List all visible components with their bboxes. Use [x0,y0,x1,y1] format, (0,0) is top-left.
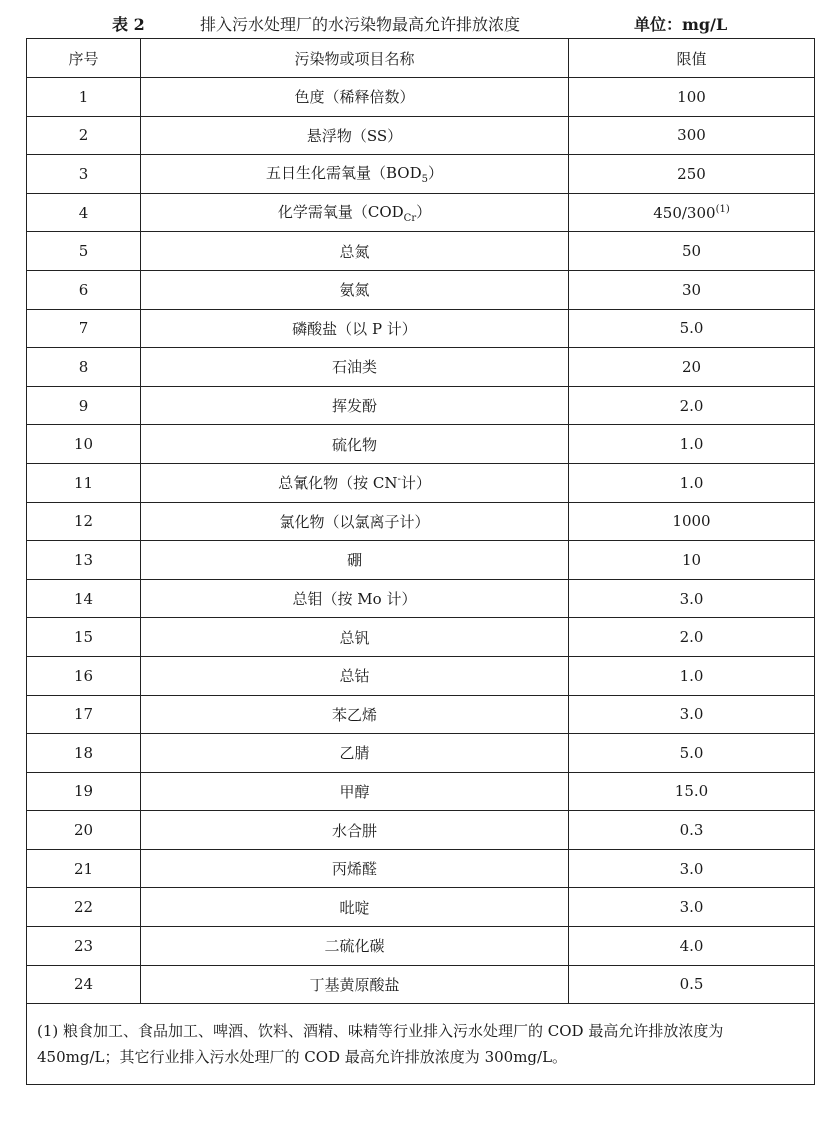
row-serial: 10 [27,425,141,464]
row-serial: 22 [27,888,141,927]
limit-value-text: 2.0 [679,628,704,647]
table-row [27,965,815,1004]
pollutant-name-text: 悬浮物（SS） [306,126,403,145]
row-serial: 4 [27,193,141,232]
row-limit-value [569,734,815,773]
row-serial: 24 [27,965,141,1004]
row-limit-value [569,541,815,580]
pollutant-name-text: 二硫化碳 [324,937,385,956]
limit-value-text: 3.0 [679,705,704,724]
limit-value-text: 3.0 [679,859,704,878]
limit-value-text: 250 [677,164,706,183]
row-limit-value [569,849,815,888]
row-pollutant-name [141,425,569,464]
limit-value-text: 0.3 [679,821,704,840]
table-row [27,656,815,695]
row-pollutant-name [141,348,569,387]
pollutant-name-text: 丁基黄原酸盐 [309,975,400,994]
row-pollutant-name [141,618,569,657]
row-limit-value [569,502,815,541]
row-serial: 2 [27,116,141,155]
pollutant-name-subscript: Cr [403,213,417,225]
row-serial: 7 [27,309,141,348]
table-row [27,772,815,811]
pollutant-name-tail: 计） [400,474,431,493]
table-row [27,270,815,309]
row-limit-value [569,232,815,271]
table-row [27,425,815,464]
row-pollutant-name [141,734,569,773]
table-row [27,502,815,541]
limit-value-text: 20 [681,357,702,376]
row-limit-value [569,193,815,232]
row-limit-value [569,425,815,464]
table-row [27,193,815,232]
table-number: 表 2 [112,15,145,34]
table-row [27,155,815,194]
table-row [27,541,815,580]
limit-footnote-marker: (1) [715,203,730,215]
row-pollutant-name [141,541,569,580]
table-row [27,232,815,271]
row-pollutant-name [141,116,569,155]
pollutant-name-text: 甲醇 [339,782,370,801]
pollutant-name-text: 总氰化物（按 CN [278,474,398,493]
header-limit: 限值 [569,39,815,78]
limit-value-text: 5.0 [679,743,704,762]
row-pollutant-name [141,888,569,927]
row-limit-value [569,579,815,618]
row-pollutant-name [141,155,569,194]
row-pollutant-name [141,463,569,502]
row-pollutant-name [141,656,569,695]
row-pollutant-name [141,811,569,850]
table-row [27,849,815,888]
pollutant-name-text: 石油类 [331,358,377,377]
table-row [27,348,815,387]
row-limit-value [569,811,815,850]
row-limit-value [569,695,815,734]
row-pollutant-name [141,78,569,117]
row-limit-value [569,888,815,927]
pollutant-name-text: 磷酸盐（以 P 计） [292,319,417,338]
pollutant-name-superscript: - [397,474,401,486]
pollutant-name-text: 硼 [346,551,362,570]
row-pollutant-name [141,927,569,966]
table-row [27,386,815,425]
pollutant-name-text: 硫化物 [331,435,377,454]
limit-value-text: 0.5 [679,975,704,994]
table-row [27,463,815,502]
limit-value-text: 300 [677,126,706,145]
unit-label: 单位：mg/L [634,15,728,34]
row-pollutant-name [141,193,569,232]
footnote: (1) 粮食加工、食品加工、啤酒、饮料、酒精、味精等行业排入污水处理厂的 COD 最高允许排放浓度为 450mg/L；其它行业排入污水处理厂的 COD 最高允许排放浓度为 300mg/L。 [27,1004,815,1085]
row-pollutant-name [141,695,569,734]
row-serial: 17 [27,695,141,734]
pollutant-name-text: 挥发酚 [331,397,377,416]
row-limit-value [569,386,815,425]
row-pollutant-name [141,772,569,811]
row-pollutant-name [141,386,569,425]
pollutant-name-text: 氯化物（以氯离子计） [279,512,430,531]
limit-value-text: 3.0 [679,589,704,608]
row-pollutant-name [141,579,569,618]
table-row [27,309,815,348]
row-serial: 5 [27,232,141,271]
row-serial: 12 [27,502,141,541]
pollutant-name-text: 总氮 [339,242,370,261]
table-title: 排入污水处理厂的水污染物最高允许排放浓度 [200,15,521,34]
limit-value-text: 50 [681,242,702,261]
table-row [27,811,815,850]
pollutant-name-text: 苯乙烯 [331,705,377,724]
header-row [27,39,815,78]
table-row [27,579,815,618]
header-serial: 序号 [27,39,141,78]
pollutant-name-text: 乙腈 [339,744,370,763]
note-row [27,1004,815,1085]
table-row [27,618,815,657]
row-limit-value [569,772,815,811]
row-serial: 8 [27,348,141,387]
row-limit-value [569,78,815,117]
row-limit-value [569,155,815,194]
limit-value-text: 450/300 [653,203,716,222]
row-pollutant-name [141,502,569,541]
row-serial: 6 [27,270,141,309]
table-row [27,888,815,927]
row-pollutant-name [141,965,569,1004]
pollutant-name-tail: ） [416,203,432,222]
limit-value-text: 1.0 [679,473,704,492]
row-serial: 14 [27,579,141,618]
row-serial: 13 [27,541,141,580]
row-serial: 9 [27,386,141,425]
table-row [27,116,815,155]
limit-value-text: 3.0 [679,898,704,917]
table-row [27,78,815,117]
limit-value-text: 2.0 [679,396,704,415]
row-serial: 16 [27,656,141,695]
row-limit-value [569,270,815,309]
row-limit-value [569,309,815,348]
pollutant-name-subscript: 5 [421,174,428,186]
pollutant-limits-table [26,38,815,1085]
row-serial: 20 [27,811,141,850]
row-limit-value [569,463,815,502]
row-limit-value [569,927,815,966]
limit-value-text: 5.0 [679,319,704,338]
row-limit-value [569,965,815,1004]
table-caption [0,0,829,38]
row-serial: 3 [27,155,141,194]
limit-value-text: 10 [681,550,702,569]
row-serial: 15 [27,618,141,657]
row-pollutant-name [141,309,569,348]
limit-value-text: 1000 [672,512,711,531]
pollutant-name-text: 丙烯醛 [331,860,377,879]
pollutant-name-tail: ） [428,164,444,183]
row-serial: 1 [27,78,141,117]
limit-value-text: 30 [681,280,702,299]
pollutant-name-text: 氨氮 [339,281,370,300]
row-serial: 23 [27,927,141,966]
row-limit-value [569,116,815,155]
table-row [27,695,815,734]
row-limit-value [569,656,815,695]
pollutant-name-text: 五日生化需氧量（BOD [265,164,422,183]
limit-value-text: 100 [677,87,706,106]
limit-value-text: 15.0 [674,782,709,801]
row-serial: 21 [27,849,141,888]
row-limit-value [569,348,815,387]
table-body [27,78,815,1004]
row-serial: 19 [27,772,141,811]
pollutant-name-text: 化学需氧量（COD [277,203,404,222]
pollutant-name-text: 吡啶 [339,898,370,917]
limit-value-text: 1.0 [679,666,704,685]
row-pollutant-name [141,270,569,309]
row-pollutant-name [141,849,569,888]
pollutant-name-text: 色度（稀释倍数） [294,88,415,107]
pollutant-name-text: 水合肼 [331,821,377,840]
header-pollutant: 污染物或项目名称 [141,39,569,78]
row-limit-value [569,618,815,657]
table-row [27,734,815,773]
pollutant-name-text: 总钴 [339,667,370,686]
pollutant-name-text: 总钒 [339,628,370,647]
limit-value-text: 4.0 [679,936,704,955]
row-serial: 11 [27,463,141,502]
limit-value-text: 1.0 [679,435,704,454]
table-row [27,927,815,966]
row-pollutant-name [141,232,569,271]
row-serial: 18 [27,734,141,773]
pollutant-name-text: 总钼（按 Mo 计） [292,590,417,609]
